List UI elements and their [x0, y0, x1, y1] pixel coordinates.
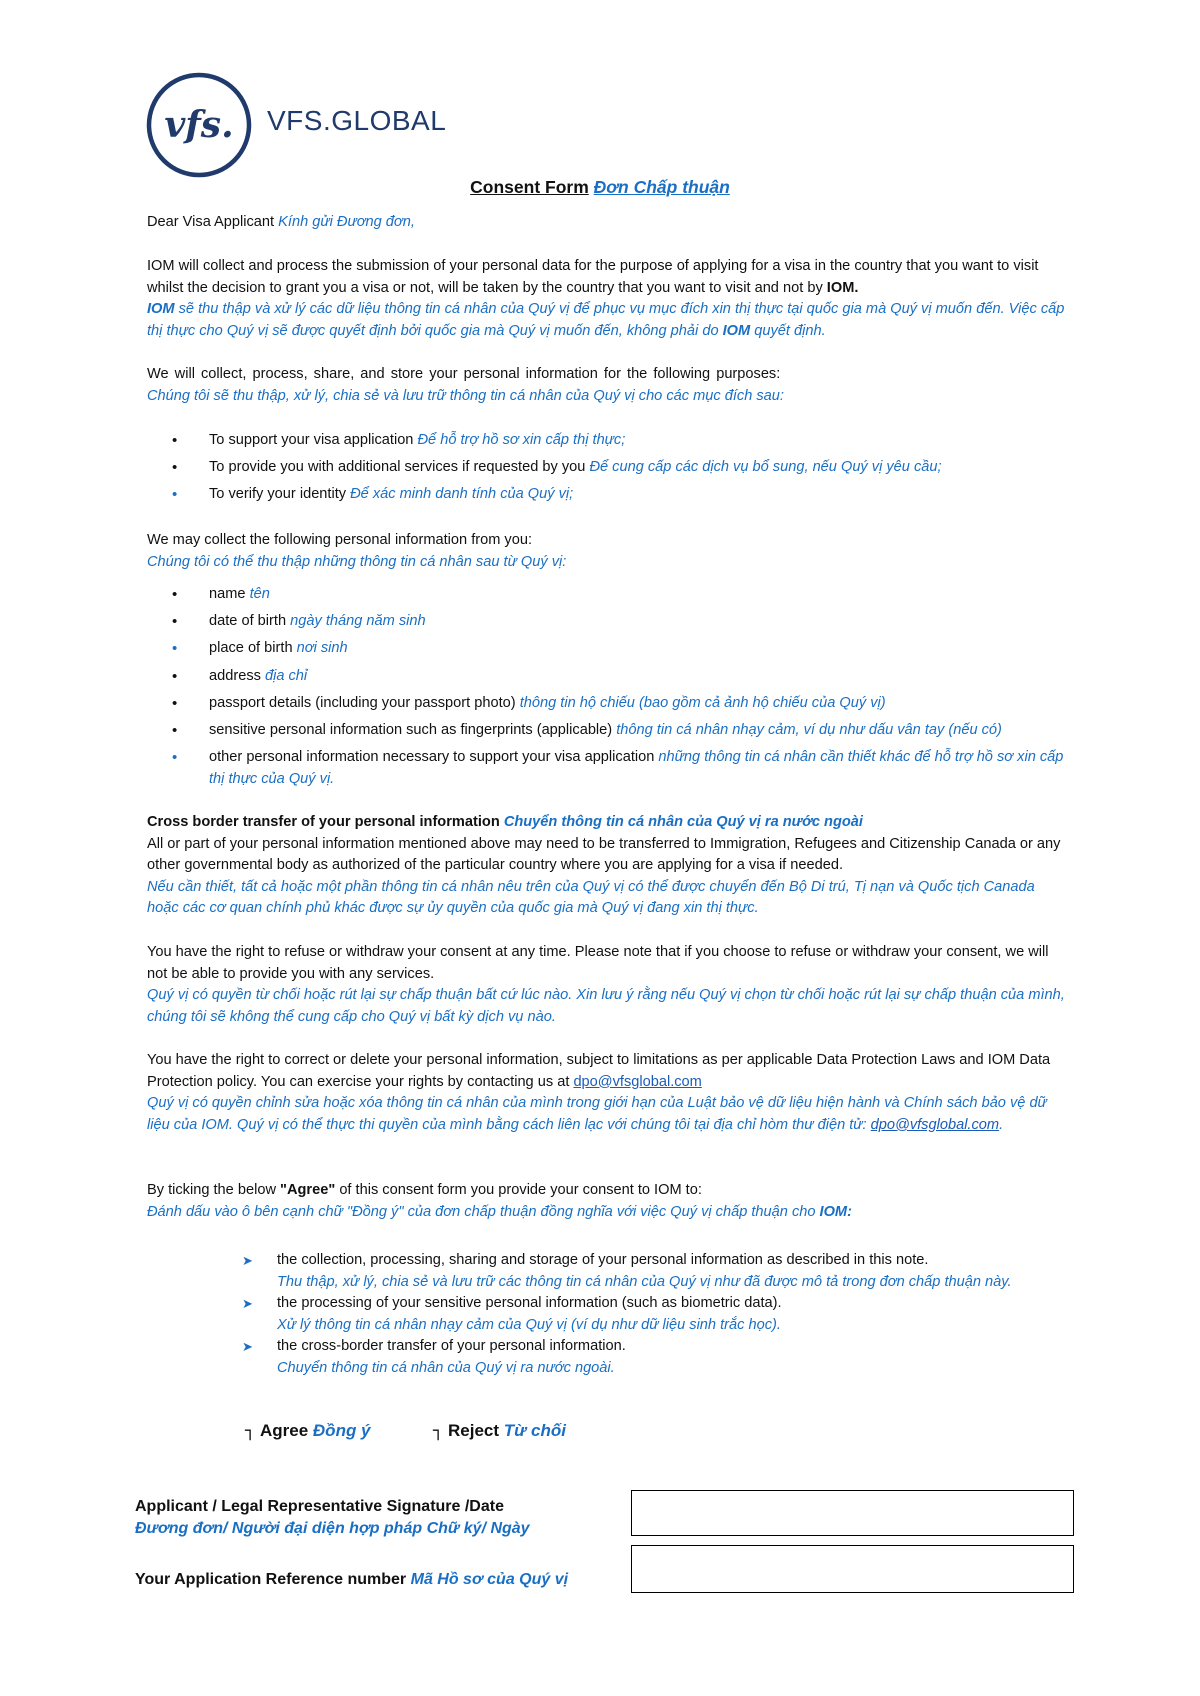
transfer-vi: Nếu cần thiết, tất cả hoặc một phần thông tin cá nhân nêu trên của Quý vị có thể được chuyển đến Bộ Di trú, Tị nạn và Quốc tịch Canada hoặc các cơ quan chính phủ khác được sự ủy quyền của quốc gia mà Quý vị đang xin thị thực. — [147, 878, 1035, 917]
list-item: • date of birth ngày tháng năm sinh — [147, 611, 1077, 633]
collect-intro-vi: Chúng tôi có thể thu thập những thông tin cá nhân sau từ Quý vị: — [147, 553, 567, 570]
ticking-en: By ticking the below "Agree" of this consent form you provide your consent to IOM to: — [147, 1182, 702, 1198]
greeting-vi: Kính gửi Đương đơn, — [278, 214, 415, 230]
purposes-intro-vi: Chúng tôi sẽ thu thập, xử lý, chia sẻ và lưu trữ thông tin cá nhân của Quý vị cho các mục đích sau: — [147, 387, 784, 404]
ticking-intro — [147, 1180, 1067, 1223]
purposes-list — [147, 430, 1077, 512]
email-link-vi[interactable]: dpo@vfsglobal.com — [870, 1116, 1000, 1133]
list-item: • To support your visa application Để hỗ trợ hồ sơ xin cấp thị thực; — [147, 430, 1077, 452]
greeting-en: Dear Visa Applicant — [147, 214, 275, 230]
list-item: • name tên — [147, 584, 1077, 606]
collect-intro — [147, 530, 1067, 573]
list-item: • place of birth nơi sinh — [147, 638, 1077, 660]
signature-label: Applicant / Legal Representative Signature /Date Đương đơn/ Người đại diện hợp pháp Chữ ký/ Ngày — [135, 1498, 530, 1537]
reference-field[interactable] — [631, 1545, 1074, 1593]
page-title — [0, 177, 1200, 199]
logo-mark-text: vfs. — [164, 104, 234, 146]
refuse-en: You have the right to refuse or withdraw your consent at any time. Please note that if you choose to refuse or withdraw your consent, we will not be able to provide you with any services. — [147, 944, 1049, 982]
reference-label: Your Application Reference number Mã Hồ sơ của Quý vị — [135, 1571, 569, 1588]
list-item: • other personal information necessary to support your visa application những thông tin cá nhân cần thiết khác để hỗ trợ hồ sơ xin cấp thị thực của Quý vị. — [147, 747, 1077, 790]
checkbox-icon: ┐ — [245, 1421, 256, 1441]
list-item: • To verify your identity Để xác minh danh tính của Quý vị; — [147, 484, 1077, 506]
correct-section — [147, 1050, 1067, 1136]
transfer-en: All or part of your personal information mentioned above may need to be transferred to Immigration, Refugees and Citizenship Canada or any other governmental body as authorized of the particular country where you are applying for a visa if needed. — [147, 835, 1061, 874]
ticking-vi: Đánh dấu vào ô bên cạnh chữ "Đồng ý" của đơn chấp thuận đồng nghĩa với việc Quý vị chấp thuận cho IOM: — [147, 1203, 852, 1220]
transfer-section — [147, 812, 1067, 920]
correct-vi: Quý vị có quyền chỉnh sửa hoặc xóa thông tin cá nhân của mình trong giới hạn của Luật bảo vệ dữ liệu hiện hành và Chính sách bảo vệ dữ liệu của IOM. Quý vị có thể thực thi quyền của mình bằng cách liên lạc với chúng tôi tại địa chỉ hòm thư điện tử: dpo@vfsglobal.com. — [147, 1095, 1047, 1133]
correct-en: You have the right to correct or delete your personal information, subject to limitations as per applicable Data Protection Laws and IOM Data Protection policy. You can exercise your rights by contacting us at dpo@vfsglobal.com — [147, 1052, 1051, 1090]
refuse-vi: Quý vị có quyền từ chối hoặc rút lại sự chấp thuận bất cứ lúc nào. Xin lưu ý rằng nếu Quý vị chọn từ chối hoặc rút lại sự chấp thuận của mình, chúng tôi sẽ không thể cung cấp cho Quý vị bất kỳ dịch vụ nào. — [147, 987, 1065, 1025]
email-link[interactable]: dpo@vfsglobal.com — [573, 1073, 702, 1090]
agree-checkbox[interactable]: ┐ Agree Đồng ý — [245, 1421, 371, 1441]
list-item: • sensitive personal information such as fingerprints (applicable) thông tin cá nhân nhạy cảm, ví dụ như dấu vân tay (nếu có) — [147, 720, 1077, 742]
intro-en: IOM will collect and process the submission of your personal data for the purpose of applying for a visa in the country that you want to visit whilst the decision to grant you a visa or not, will be taken by the country that you want to visit and not by IOM. — [147, 258, 1039, 296]
collect-intro-en: We may collect the following personal information from you: — [147, 532, 533, 548]
collect-list — [147, 584, 1077, 796]
list-item: • To provide you with additional services if requested by you Để cung cấp các dịch vụ bổ sung, nếu Quý vị yêu cầu; — [147, 457, 1077, 479]
greeting — [147, 212, 1067, 234]
list-item: ➤ the processing of your sensitive personal information (such as biometric data). Xử lý thông tin cá nhân nhạy cảm của Quý vị (ví dụ như dữ liệu sinh trắc học). — [237, 1293, 1077, 1336]
intro-paragraph — [147, 256, 1067, 342]
consent-items — [237, 1250, 1077, 1380]
list-item: • address địa chỉ — [147, 666, 1077, 688]
list-item: ➤ the collection, processing, sharing and storage of your personal information as described in this note. Thu thập, xử lý, chia sẻ và lưu trữ các thông tin cá nhân của Quý vị như đã được mô tả trong đơn chấp thuận này. — [237, 1250, 1077, 1293]
title-en: Consent Form — [470, 177, 589, 197]
intro-vi: IOM sẽ thu thập và xử lý các dữ liệu thông tin cá nhân của Quý vị để phục vụ mục đích xin thị thực tại quốc gia mà Quý vị muốn đến. Việc cấp thị thực cho Quý vị sẽ được quyết định bởi quốc gia mà Quý vị muốn đến, không phải do IOM quyết định. — [147, 301, 1065, 339]
list-item: • passport details (including your passport photo) thông tin hộ chiếu (bao gồm cả ảnh hộ chiếu của Quý vị) — [147, 693, 1077, 715]
checkbox-icon: ┐ — [433, 1421, 444, 1441]
purposes-intro-en: We will collect, process, share, and store your personal information for the following purposes: — [147, 366, 781, 382]
reject-checkbox[interactable]: ┐ Reject Từ chối — [433, 1421, 566, 1441]
signature-field[interactable] — [631, 1490, 1074, 1536]
title-vi: Đơn Chấp thuận — [593, 177, 730, 197]
purposes-intro — [147, 364, 1067, 407]
list-item: ➤ the cross-border transfer of your personal information. Chuyển thông tin cá nhân của Quý vị ra nước ngoài. — [237, 1336, 1077, 1379]
refuse-section — [147, 942, 1067, 1028]
logo-brand-text: VFS.GLOBAL — [267, 105, 447, 136]
transfer-heading: Cross border transfer of your personal information Chuyển thông tin cá nhân của Quý vị ra nước ngoài — [147, 814, 863, 830]
